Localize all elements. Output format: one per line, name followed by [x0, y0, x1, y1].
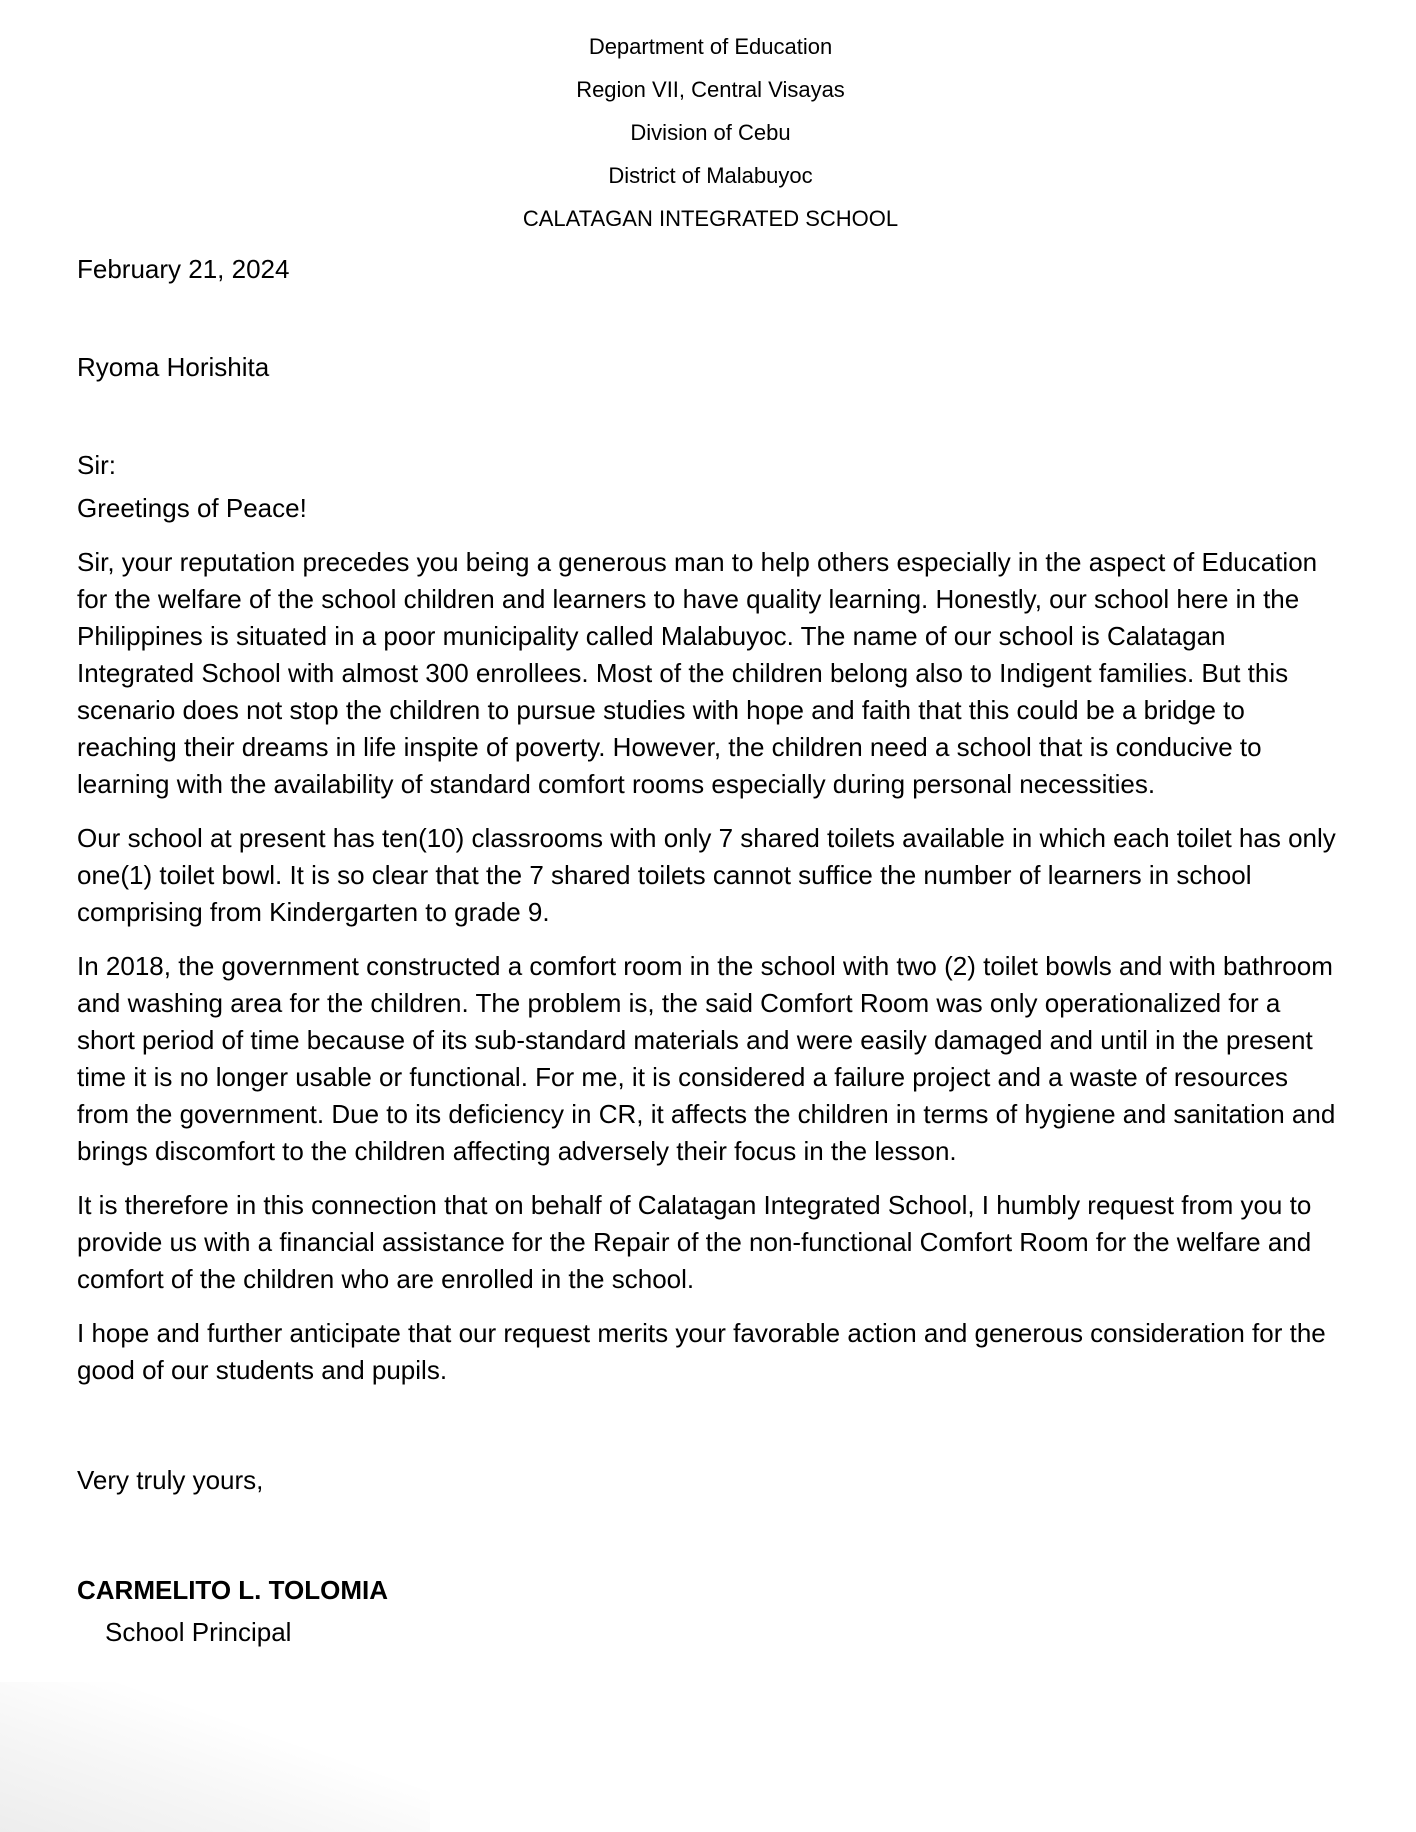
- valediction: Very truly yours,: [77, 1465, 264, 1495]
- body-paragraph-2: Our school at present has ten(10) classrooms with only 7 shared toilets available in which each toilet has only one(1) toilet bowl. It is so clear that the 7 shared toilets cannot suffice the number of learners in school comprising from Kindergarten to grade 9.: [77, 823, 1336, 927]
- letterhead: [77, 36, 1344, 230]
- body-paragraph-1: Sir, your reputation precedes you being a generous man to help others especially in the aspect of Education for the welfare of the school children and learners to have quality learning. Honestly, our school here in the Philippines is situated in a poor municipality called Malabuyoc. The name of our school is Calatagan Integrated School with almost 300 enrollees. Most of the children belong also to Indigent families. But this scenario does not stop the children to pursue studies with hope and faith that this could be a bridge to reaching their dreams in life inspite of poverty. However, the children need a school that is conducive to learning with the availability of standard comfort rooms especially during personal necessities.: [77, 547, 1318, 799]
- signatory-name: CARMELITO L. TOLOMIA: [77, 1575, 389, 1605]
- recipient-name: Ryoma Horishita: [77, 352, 270, 382]
- letterhead-line-school: CALATAGAN INTEGRATED SCHOOL: [522, 206, 899, 231]
- body-paragraph-4: It is therefore in this connection that on behalf of Calatagan Integrated School, I humbly request from you to provide us with a financial assistance for the Repair of the non-functional Comfort Room for the welfare and comfort of the children who are enrolled in the school.: [77, 1190, 1312, 1294]
- signatory-title: School Principal: [105, 1617, 292, 1647]
- greeting-line: Greetings of Peace!: [77, 493, 307, 523]
- letterhead-line-department: Department of Education: [588, 34, 833, 59]
- letterhead-line-region: Region VII, Central Visayas: [576, 77, 845, 102]
- salutation: Sir:: [77, 450, 116, 480]
- body-paragraph-3: In 2018, the government constructed a comfort room in the school with two (2) toilet bowls and with bathroom and washing area for the children. The problem is, the said Comfort Room was only operationalized for a short period of time because of its sub-standard materials and were easily damaged and until in the present time it is no longer usable or functional. For me, it is considered a failure project and a waste of resources from the government. Due to its deficiency in CR, it affects the children in terms of hygiene and sanitation and brings discomfort to the children affecting adversely their focus in the lesson.: [77, 951, 1336, 1166]
- date-line: February 21, 2024: [77, 254, 290, 284]
- letterhead-line-district: District of Malabuyoc: [608, 163, 813, 188]
- body-paragraph-5: I hope and further anticipate that our request merits your favorable action and generous consideration for the good of our students and pupils.: [77, 1318, 1326, 1385]
- page-corner-shadow: [0, 1682, 430, 1832]
- letterhead-line-division: Division of Cebu: [630, 120, 791, 145]
